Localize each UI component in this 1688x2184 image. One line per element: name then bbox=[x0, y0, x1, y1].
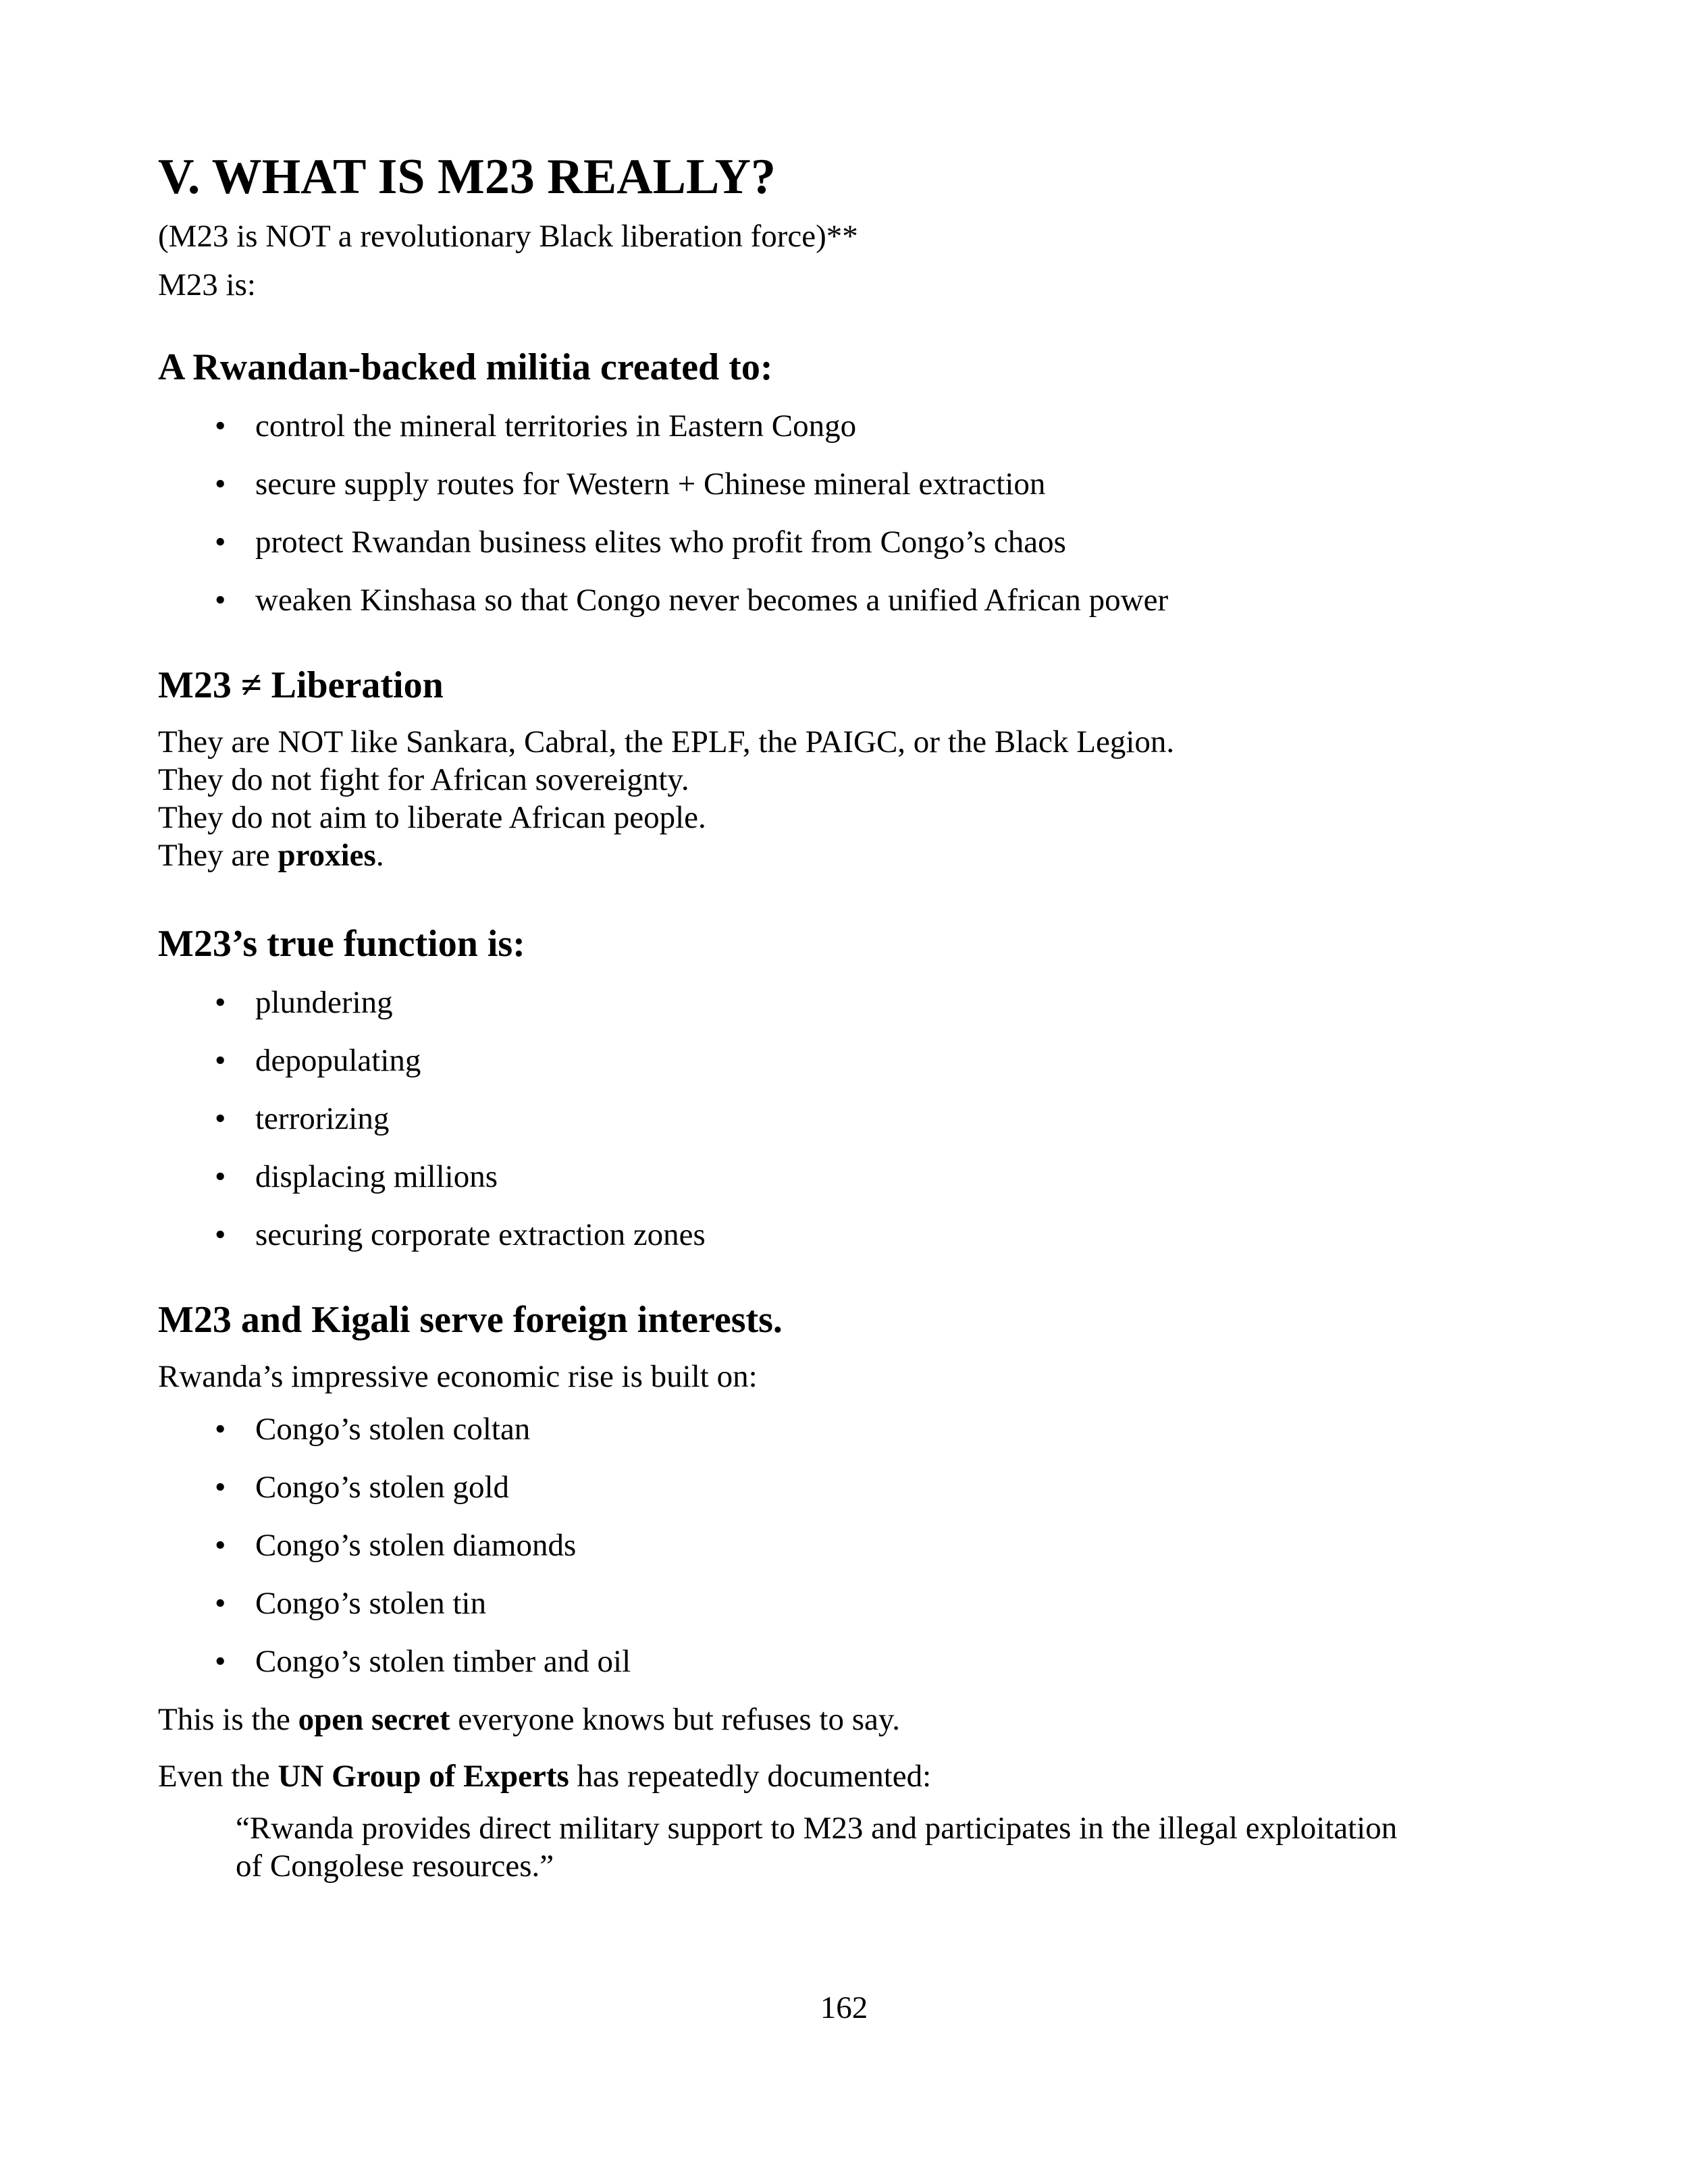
list-item: • Congo’s stolen coltan bbox=[215, 1410, 1529, 1449]
paragraph-line bbox=[158, 836, 1529, 874]
open-secret-line bbox=[158, 1700, 1529, 1739]
text-run: This is the bbox=[158, 1701, 298, 1737]
paragraph-line: They are NOT like Sankara, Cabral, the EPLF, the PAIGC, or the Black Legion. bbox=[158, 724, 1175, 760]
bold-text: proxies bbox=[278, 838, 376, 874]
text-run: They are bbox=[158, 838, 278, 874]
block-quote bbox=[158, 1809, 1529, 1885]
paragraph-line: They do not fight for African sovereignty. bbox=[158, 762, 689, 798]
section-heading-liberation: M23 ≠ Liberation bbox=[158, 664, 444, 706]
experts-line bbox=[158, 1757, 1529, 1796]
list-item: • Congo’s stolen tin bbox=[215, 1584, 1529, 1623]
economic-intro: Rwanda’s impressive economic rise is built on: bbox=[158, 1358, 758, 1394]
text-run: Even the bbox=[158, 1758, 278, 1794]
bold-text: open secret bbox=[298, 1701, 450, 1737]
liberation-paragraph bbox=[158, 723, 1529, 874]
list-item: • Congo’s stolen timber and oil bbox=[215, 1642, 1529, 1681]
list-item: • Congo’s stolen gold bbox=[215, 1468, 1529, 1507]
text-run: has repeatedly documented: bbox=[569, 1758, 932, 1794]
list-item: • depopulating bbox=[215, 1041, 1529, 1080]
list-item: • terrorizing bbox=[215, 1099, 1529, 1138]
intro-text: M23 is: bbox=[158, 267, 256, 302]
page-number: 162 bbox=[820, 1990, 868, 2025]
list-item: • control the mineral territories in Eastern Congo bbox=[215, 406, 1529, 446]
text-run: . bbox=[375, 838, 384, 874]
function-list bbox=[158, 983, 1529, 1254]
list-item: • securing corporate extraction zones bbox=[215, 1215, 1529, 1254]
section-heading-function: M23’s true function is: bbox=[158, 923, 525, 965]
page-title: V. WHAT IS M23 REALLY? bbox=[158, 149, 776, 205]
section-heading-foreign: M23 and Kigali serve foreign interests. bbox=[158, 1299, 783, 1341]
list-item: • secure supply routes for Western + Chinese mineral extraction bbox=[215, 464, 1529, 504]
document-page bbox=[158, 147, 1529, 1885]
bold-text: UN Group of Experts bbox=[278, 1758, 569, 1794]
list-item: • plundering bbox=[215, 983, 1529, 1022]
list-item: • weaken Kinshasa so that Congo never becomes a unified African power bbox=[215, 581, 1529, 620]
militia-purpose-list bbox=[158, 406, 1529, 620]
list-item: • displacing millions bbox=[215, 1157, 1529, 1196]
paragraph-line: They do not aim to liberate African people. bbox=[158, 800, 706, 836]
quote-line: of Congolese resources.” bbox=[236, 1848, 554, 1884]
stolen-resources-list bbox=[158, 1410, 1529, 1681]
text-run: everyone knows but refuses to say. bbox=[450, 1701, 901, 1737]
section-heading-militia: A Rwandan-backed militia created to: bbox=[158, 346, 773, 388]
list-item: • protect Rwandan business elites who profit from Congo’s chaos bbox=[215, 523, 1529, 562]
list-item: • Congo’s stolen diamonds bbox=[215, 1526, 1529, 1565]
quote-line: “Rwanda provides direct military support to M23 and participates in the illegal exploitation bbox=[236, 1810, 1398, 1846]
subtitle: (M23 is NOT a revolutionary Black liberation force)** bbox=[158, 218, 858, 254]
